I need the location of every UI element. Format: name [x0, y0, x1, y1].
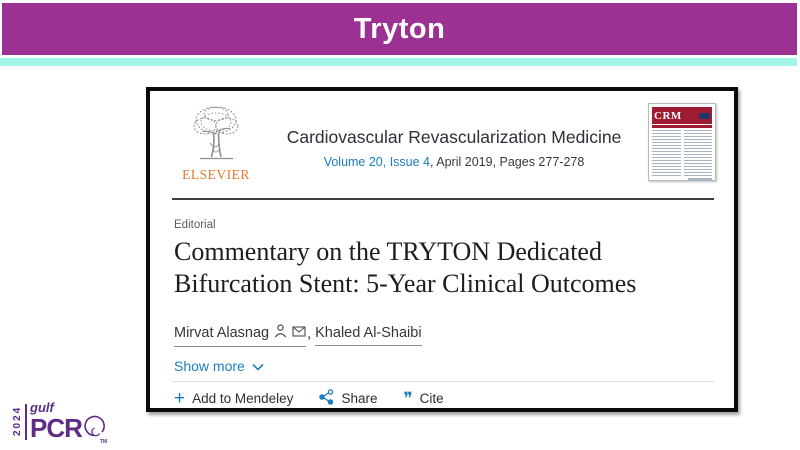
actions-row [174, 389, 444, 408]
person-icon [274, 324, 287, 342]
cover-contents [652, 130, 712, 176]
article-title-line1: Commentary on the TRYTON Dedicated [174, 237, 602, 266]
section-label: Editorial [174, 219, 216, 231]
elsevier-tree-icon [187, 103, 245, 166]
add-to-mendeley-button[interactable] [174, 387, 294, 409]
cover-strip [652, 125, 712, 128]
share-label: Share [341, 391, 378, 406]
plus-icon: + [174, 387, 186, 409]
article-title [174, 236, 714, 300]
gulf-pcr-logo [12, 400, 114, 445]
author-link-khaled-al-shaibi[interactable] [315, 325, 421, 346]
journal-title: Cardiovascular Revascularization Medicine [286, 127, 622, 147]
authors-row [174, 324, 422, 347]
journal-heading [260, 103, 648, 169]
cover-footline [652, 178, 712, 181]
cover-badge [699, 113, 710, 119]
cover-contents-col [684, 130, 713, 176]
elsevier-logo [172, 103, 260, 183]
accent-strip [0, 58, 797, 66]
cover-masthead [652, 107, 712, 124]
elsevier-wordmark: ELSEVIER [182, 167, 250, 182]
article-screenshot [146, 87, 738, 412]
slide-title: Tryton [353, 12, 446, 45]
add-to-mendeley-label: Add to Mendeley [192, 391, 294, 406]
journal-issue-line [260, 155, 648, 169]
author-link-mirvat-alasnag[interactable] [174, 324, 306, 347]
logo-gulf-text: gulf [30, 400, 54, 415]
logo-tm-text: TM [99, 439, 108, 445]
issue-rest: , April 2019, Pages 277-278 [430, 155, 585, 169]
logo-year: 2024 [12, 405, 23, 437]
logo-wordmark [30, 401, 82, 441]
slide-header-bar [2, 3, 797, 55]
cite-button[interactable] [403, 388, 444, 408]
cite-label: Cite [419, 391, 444, 406]
actions-divider [172, 381, 714, 382]
author-name: Khaled Al-Shaibi [315, 325, 422, 341]
issue-link[interactable]: Volume 20, Issue 4 [323, 155, 431, 169]
show-more-label: Show more [174, 358, 245, 374]
logo-pcr-text: PCR [30, 413, 82, 443]
author-name: Mirvat Alasnag [174, 325, 270, 341]
article-title-line2: Bifurcation Stent: 5-Year Clinical Outcomes [174, 269, 637, 298]
show-more-button[interactable] [174, 358, 264, 374]
logo-separator [25, 404, 27, 440]
author-separator: , [307, 325, 312, 342]
chevron-down-icon [252, 358, 264, 374]
journal-header [172, 103, 716, 185]
share-button[interactable] [319, 389, 377, 408]
journal-cover-thumbnail[interactable] [648, 103, 716, 181]
cover-contents-col [652, 130, 681, 176]
envelope-icon [292, 325, 306, 341]
cover-title: CRM [654, 109, 682, 122]
cite-quote-icon: ❞ [403, 388, 413, 408]
share-icon [319, 389, 334, 408]
journal-divider [172, 198, 714, 200]
